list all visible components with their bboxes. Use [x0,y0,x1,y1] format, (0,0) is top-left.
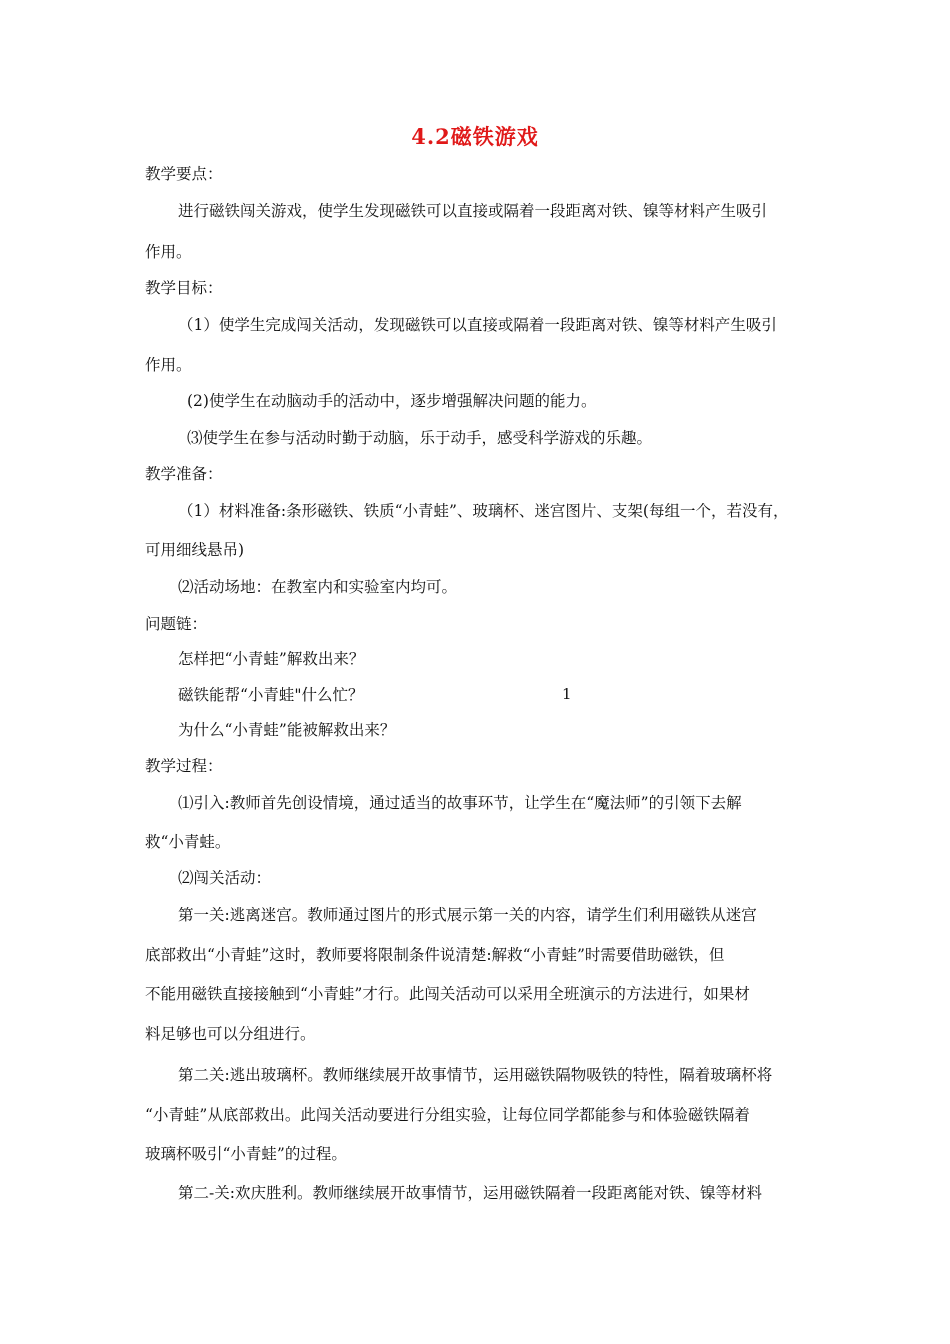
paragraph-line: 可用细线悬吊) [145,541,245,559]
paragraph-line: 第一关:逃离迷宫。教师通过图片的形式展示第一关的内容，请学生们利用磁铁从迷宫 [178,906,757,924]
heading-objectives: 教学目标： [145,279,223,297]
paragraph-line: ⑵活动场地：在教室内和实验室内均可。 [178,578,458,596]
heading-preparation: 教学准备： [145,465,223,483]
question-line: 为什么“小青蛙”能被解救出来？ [178,721,396,739]
paragraph-line: ⑶使学生在参与活动时勤于动脑，乐于动手，感受科学游戏的乐趣。 [187,429,653,447]
document-title: 4.2磁铁游戏 [411,124,539,149]
question-line: 怎样把“小青蛙”解救出来？ [178,650,365,668]
paragraph-line: （1）使学生完成闯关活动，发现磁铁可以直接或隔着一段距离对铁、镍等材料产生吸引 [178,316,777,334]
paragraph-line: （1）材料准备:条形磁铁、铁质“小青蛙”、玻璃杯、迷宫图片、支架(每组一个，若没有， [178,502,789,520]
heading-process: 教学过程： [145,757,223,775]
paragraph-line: 料足够也可以分组进行。 [145,1025,316,1043]
heading-key-points: 教学要点： [145,165,223,183]
paragraph-line: 第二-关:欢庆胜利。教师继续展开故事情节，运用磁铁隔着一段距离能对铁、镍等材料 [178,1184,762,1202]
paragraph-line: 救“小青蛙。 [145,833,231,851]
question-line: 磁铁能帮“小青蛙"什么忙？ [178,686,364,704]
page-number: 1 [562,685,572,703]
paragraph-line: (2)使学生在动脑动手的活动中，逐步增强解决问题的能力。 [187,392,597,410]
paragraph-line: ⑵闯关活动： [178,869,272,887]
paragraph-line: 作用。 [145,356,192,374]
paragraph-line: 作用。 [145,243,192,261]
paragraph-line: 底部救出“小青蛙”这时，教师要将限制条件说清楚:解救“小青蛙”时需要借助磁铁，但 [145,946,725,964]
paragraph-line: 进行磁铁闯关游戏，使学生发现磁铁可以直接或隔着一段距离对铁、镍等材料产生吸引 [178,202,768,220]
paragraph-line: “小青蛙”从底部救出。此闯关活动要进行分组实验，让每位同学都能参与和体验磁铁隔着 [145,1106,750,1124]
paragraph-line: 第二关:逃出玻璃杯。教师继续展开故事情节，运用磁铁隔物吸铁的特性，隔着玻璃杯将 [178,1066,773,1084]
heading-question-chain: 问题链： [145,615,208,633]
paragraph-line: ⑴引入:教师首先创设情境，通过适当的故事环节，让学生在“魔法师”的引领下去解 [178,794,742,812]
paragraph-line: 玻璃杯吸引“小青蛙”的过程。 [145,1145,347,1163]
paragraph-line: 不能用磁铁直接接触到“小青蛙”才行。此闯关活动可以采用全班演示的方法进行，如果材 [145,985,750,1003]
